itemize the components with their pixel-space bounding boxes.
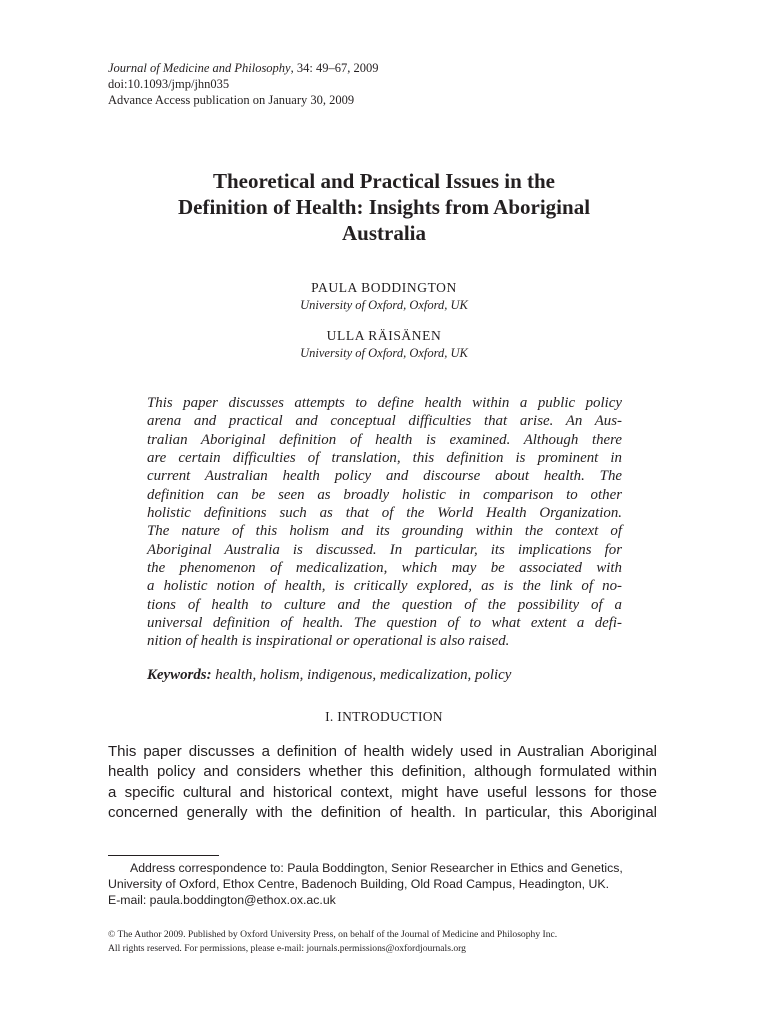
footnote-line: University of Oxford, Ethox Centre, Badenoch Building, Old Road Campus, Headington, UK. [108,877,610,891]
title-line: Definition of Health: Insights from Aboriginal [177,195,591,219]
body-line: concerned generally with the definition of health. In particular, this Aboriginal [108,803,657,821]
footnote-divider [108,855,219,856]
keywords-list: health, holism, indigenous, medicalization, policy [211,667,512,683]
abstract-line: a holistic notion of health, is critically explored, as is the link of no- [147,578,622,595]
title-line: Australia [342,221,426,245]
doi: doi:10.1093/jmp/jhn035 [108,77,230,91]
copyright-line: © The Author 2009. Published by Oxford University Press, on behalf of the Journal of Medicine and Philosophy Inc. [108,929,558,940]
author-2 [0,327,768,362]
abstract-line: tralian Aboriginal definition of health is examined. Although there [147,431,622,448]
abstract-line: Aboriginal Australia is discussed. In particular, its implications for [147,541,622,558]
author-affiliation: University of Oxford, Oxford, UK [300,298,468,312]
author-name: PAULA BODDINGTON [311,280,457,295]
abstract-line: tions of health to culture and the question of the possibility of a [147,596,622,613]
footnote-line: Address correspondence to: Paula Boddington, Senior Researcher in Ethics and Genetics, [130,861,623,875]
abstract-line: are certain difficulties of translation, this definition is prominent in [147,450,622,467]
abstract-line: definition can be seen as broadly holistic in comparison to other [147,486,622,503]
correspondence-footnote [108,860,657,908]
abstract-line: holistic definitions such as that of the World Health Organization. [147,505,622,522]
author-affiliation: University of Oxford, Oxford, UK [300,346,468,360]
keywords [147,666,511,684]
abstract-line: This paper discusses attempts to define health within a public policy [147,395,622,411]
section-heading: I. INTRODUCTION [325,709,443,724]
abstract-line: nition of health is inspirational or operational is also raised. [147,633,510,650]
journal-citation-line [108,60,378,76]
abstract-line: universal definition of health. The question of to what extent a defi- [147,615,622,632]
article-title [0,168,768,246]
body-line: health policy and considers whether this definition, although formulated within [108,763,657,781]
body-line: a specific cultural and historical context, might have useful lessons for those [108,783,657,801]
body-line: This paper discusses a definition of health widely used in Australian Aboriginal [108,743,657,760]
keywords-label: Keywords: [147,667,212,683]
advance-access-note: Advance Access publication on January 30, 2009 [108,93,355,107]
abstract-line: the phenomenon of medicalization, which may be associated with [147,560,622,577]
abstract-line: current Australian health policy and discourse about health. The [147,468,622,485]
body-paragraph [108,742,657,823]
author-1 [0,279,768,314]
abstract [147,394,622,651]
journal-name: Journal of Medicine and Philosophy [108,61,291,75]
copyright-notice [108,928,557,956]
author-name: ULLA RÄISÄNEN [326,328,442,343]
journal-volume-pages: , 34: 49–67, 2009 [290,61,379,75]
copyright-line: All rights reserved. For permissions, please e-mail: journals.permissions@oxfordjournals.org [108,943,466,954]
title-line: Theoretical and Practical Issues in the [212,169,555,193]
abstract-line: The nature of this holism and its grounding within the context of [147,523,622,540]
footnote-line: E-mail: paula.boddington@ethox.ox.ac.uk [108,893,336,907]
abstract-line: arena and practical and conceptual difficulties that arise. An Aus- [147,413,622,430]
journal-header [108,60,378,108]
